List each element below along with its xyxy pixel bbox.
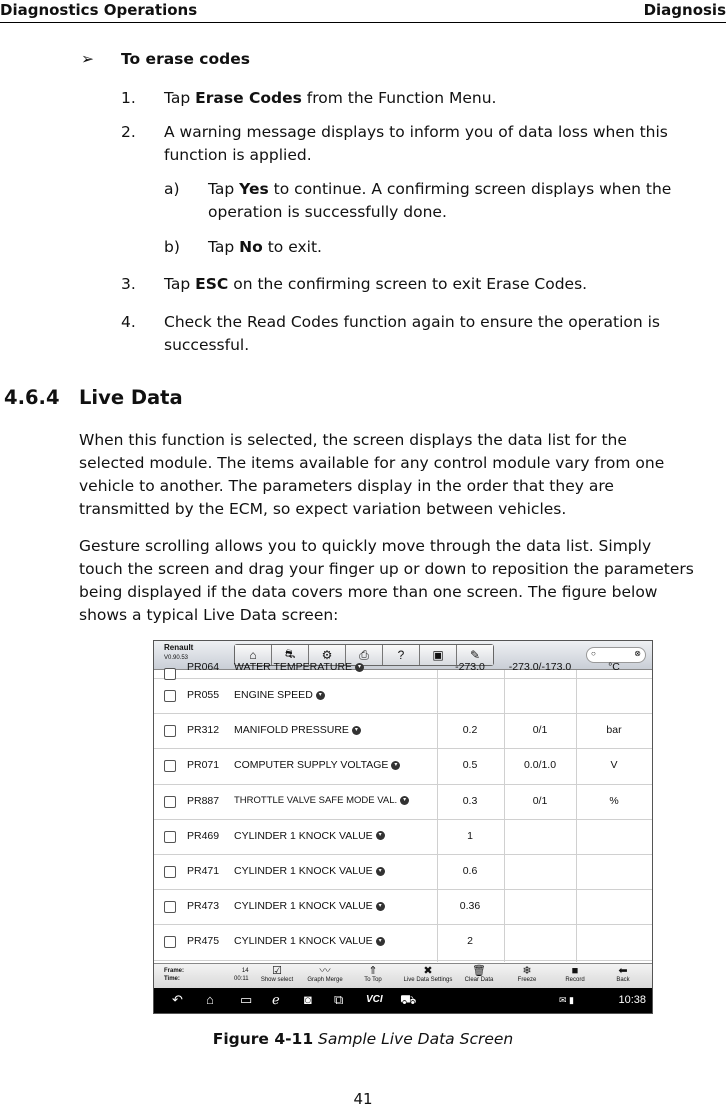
table-row[interactable]: PR071 COMPUTER SUPPLY VOLTAGE ▾ 0.5 0.0/1.0 V: [154, 749, 652, 784]
step-b-number: b): [164, 238, 180, 256]
header-left: Diagnostics Operations: [0, 1, 198, 19]
dropdown-icon: ▾: [376, 831, 385, 840]
step-a-line2: operation is successfully done.: [208, 203, 447, 221]
step-3-text: Tap ESC on the confirming screen to exit Erase Codes.: [164, 275, 588, 293]
step-1-number: 1.: [121, 89, 136, 107]
live-data-settings-button[interactable]: ✖ Live Data Settings: [403, 965, 453, 983]
step-2-line1: A warning message displays to inform you of data loss when this: [164, 123, 668, 141]
car-icon[interactable]: ⛟: [400, 992, 417, 1007]
step-3-number: 3.: [121, 275, 136, 293]
table-row[interactable]: PR887 THROTTLE VALVE SAFE MODE VAL. ▾ 0.3 0/1 %: [154, 785, 652, 820]
table-row[interactable]: PR055 ENGINE SPEED ▾: [154, 679, 652, 714]
snowflake-icon: ❄: [522, 965, 532, 977]
camera-icon: ■: [571, 965, 579, 977]
row-checkbox[interactable]: [164, 936, 176, 948]
step-a-line1: Tap Yes to continue. A confirming screen displays when the: [208, 180, 672, 198]
step-4-number: 4.: [121, 313, 136, 331]
clock: 10:38: [618, 994, 646, 1006]
header-right: Diagnosis: [643, 1, 726, 19]
row-checkbox[interactable]: [164, 796, 176, 808]
figure-caption: Figure 4-11 Sample Live Data Screen: [212, 1030, 514, 1048]
page-header: [0, 0, 726, 23]
vci-icon[interactable]: VCI: [366, 994, 383, 1005]
data-list: [154, 661, 652, 961]
step-2-line2: function is applied.: [164, 146, 312, 164]
dropdown-icon: ▾: [376, 867, 385, 876]
step-4-line1: Check the Read Codes function again to ensure the operation is: [164, 313, 660, 331]
back-icon[interactable]: ↶: [172, 992, 183, 1007]
brand: Renault V0.90.53: [164, 643, 194, 661]
table-row[interactable]: PR473 CYLINDER 1 KNOCK VALUE ▾ 0.36: [154, 890, 652, 925]
record-button[interactable]: ■ Record: [552, 965, 598, 983]
save-icon[interactable]: ▣: [420, 645, 457, 665]
recent-apps-icon[interactable]: ▭: [240, 992, 253, 1007]
row-checkbox[interactable]: [164, 725, 176, 737]
frame-time-values: 14 00:11: [234, 968, 249, 982]
step-1-text: Tap Erase Codes from the Function Menu.: [164, 89, 497, 107]
edit-icon[interactable]: ✎: [457, 645, 493, 665]
row-checkbox[interactable]: [164, 760, 176, 772]
vehicle-icon[interactable]: ⛐: [272, 645, 309, 665]
screenshot-icon[interactable]: ⧉: [334, 992, 344, 1007]
trash-icon: 🗑: [472, 965, 486, 977]
page-number: 41: [353, 1090, 373, 1108]
freeze-button[interactable]: ❄ Freeze: [504, 965, 550, 983]
graph-merge-button[interactable]: 〰 Graph Merge: [302, 965, 348, 983]
dropdown-icon: ▾: [376, 937, 385, 946]
camera-icon[interactable]: ◙: [304, 992, 312, 1007]
section-heading: 4.6.4 Live Data: [4, 386, 183, 409]
bullet-arrow-icon: ➢: [81, 50, 94, 68]
step-2-number: 2.: [121, 123, 136, 141]
dropdown-icon: ▾: [352, 726, 361, 735]
arrow-up-icon: ⇑: [368, 965, 378, 977]
status-icons: ✉ ▮: [559, 995, 574, 1005]
check-icon: ☑: [272, 965, 282, 977]
print-icon[interactable]: ⎙: [346, 645, 383, 665]
system-nav-bar: [154, 988, 652, 1013]
back-arrow-icon: ⬅: [618, 965, 628, 977]
step-b-text: Tap No to exit.: [208, 238, 322, 256]
table-row[interactable]: PR312 MANIFOLD PRESSURE ▾ 0.2 0/1 bar: [154, 714, 652, 749]
browser-icon[interactable]: ℯ: [272, 992, 280, 1007]
home-icon[interactable]: ⌂: [235, 645, 272, 665]
back-button[interactable]: ⬅ Back: [600, 965, 646, 983]
top-toolbar: [154, 641, 652, 670]
row-checkbox[interactable]: [164, 690, 176, 702]
tools-icon: ✖: [423, 965, 433, 977]
step-a-number: a): [164, 180, 180, 198]
dropdown-icon: ▾: [355, 663, 364, 672]
home-icon[interactable]: ⌂: [206, 992, 214, 1007]
table-row[interactable]: PR475 CYLINDER 1 KNOCK VALUE ▾ 2: [154, 925, 652, 960]
show-select-button[interactable]: ☑ Show select: [254, 965, 300, 983]
row-checkbox[interactable]: [164, 901, 176, 913]
table-row[interactable]: PR469 CYLINDER 1 KNOCK VALUE ▾ 1: [154, 820, 652, 855]
settings-icon[interactable]: ⚙: [309, 645, 346, 665]
row-checkbox[interactable]: [164, 831, 176, 843]
step-4-line2: successful.: [164, 336, 250, 354]
to-top-button[interactable]: ⇑ To Top: [350, 965, 396, 983]
row-checkbox[interactable]: [164, 866, 176, 878]
dropdown-icon: ▾: [391, 761, 400, 770]
live-data-screenshot: [153, 640, 653, 1014]
dropdown-icon: ▾: [376, 902, 385, 911]
dropdown-icon: ▾: [400, 796, 409, 805]
bottom-toolbar: [154, 963, 652, 988]
help-icon[interactable]: ?: [383, 645, 420, 665]
dropdown-icon: ▾: [316, 691, 325, 700]
table-row[interactable]: PR064 WATER TEMPERATURE ▾ -273.0 -273.0/-173.0 °C: [154, 670, 652, 679]
close-icon: ⊗: [634, 649, 641, 658]
search-icon: ○: [591, 649, 596, 658]
table-row[interactable]: PR471 CYLINDER 1 KNOCK VALUE ▾ 0.6: [154, 855, 652, 890]
graph-icon: 〰: [319, 965, 331, 977]
frame-time-labels: Frame: Time:: [164, 968, 185, 982]
clear-data-button[interactable]: 🗑 Clear Data: [456, 965, 502, 983]
erase-title: To erase codes: [121, 50, 250, 68]
